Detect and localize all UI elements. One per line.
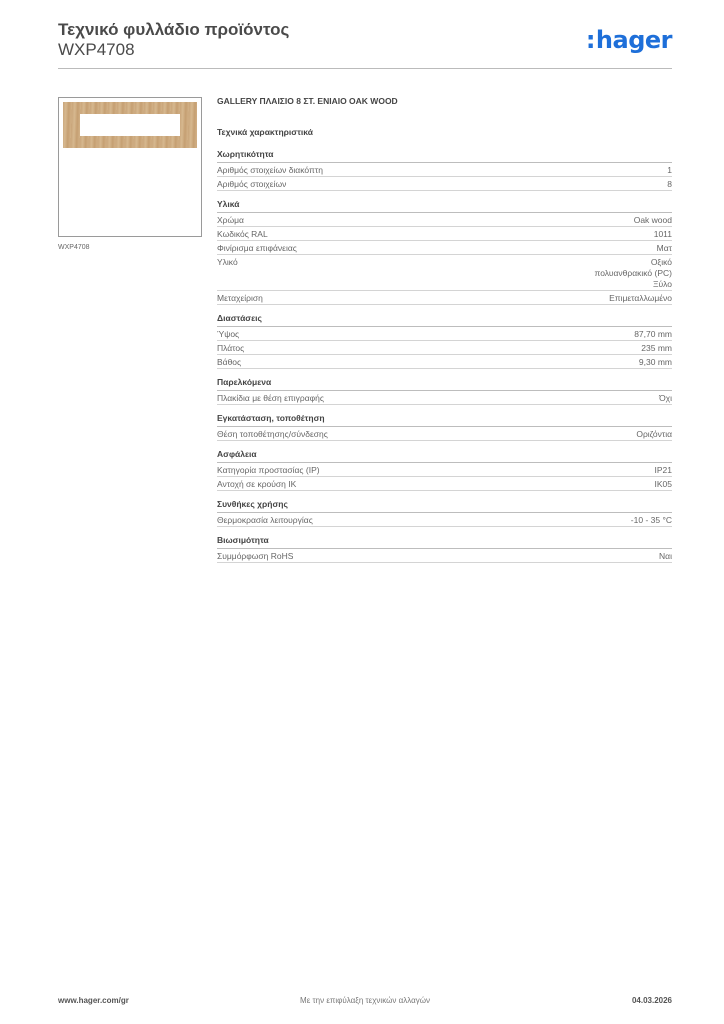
section-title: Ασφάλεια	[217, 449, 672, 463]
spec-row	[217, 213, 672, 227]
spec-row	[217, 327, 672, 341]
spec-value-line: πολυανθρακικό (PC)	[594, 268, 672, 278]
spec-row	[217, 427, 672, 441]
spec-value: 235 mm	[641, 343, 672, 353]
hager-logo: :hager	[585, 26, 672, 54]
section-title: Υλικά	[217, 199, 672, 213]
product-name: GALLERY ΠΛΑΙΣΙΟ 8 ΣΤ. ΕΝΙΑΙΟ OAK WOOD	[217, 96, 398, 106]
spec-label: Θέση τοποθέτησης/σύνδεσης	[217, 429, 328, 439]
spec-row	[217, 391, 672, 405]
spec-row	[217, 513, 672, 527]
spec-value: Oak wood	[633, 215, 672, 225]
spec-value: Επιμεταλλωμένο	[609, 293, 672, 303]
footer-url[interactable]: www.hager.com/gr	[58, 996, 129, 1005]
spec-section	[217, 313, 672, 369]
spec-row	[217, 463, 672, 477]
spec-value: IP21	[654, 465, 672, 475]
product-image	[58, 97, 202, 237]
spec-row	[217, 291, 672, 305]
spec-section	[217, 499, 672, 527]
spec-value: Όχι	[659, 393, 672, 403]
spec-value: 8	[667, 179, 672, 189]
spec-section	[217, 377, 672, 405]
spec-sections	[217, 149, 672, 563]
spec-label: Αριθμός στοιχείων	[217, 179, 287, 189]
spec-value: Οριζόντια	[636, 429, 672, 439]
spec-section	[217, 199, 672, 305]
spec-value: 1011	[653, 229, 672, 239]
spec-label: Υλικό	[217, 257, 238, 267]
spec-value-line: Ξύλο	[652, 279, 672, 289]
spec-label: Κωδικός RAL	[217, 229, 268, 239]
spec-label: Πλάτος	[217, 343, 245, 353]
spec-label: Συμμόρφωση RoHS	[217, 551, 294, 561]
footer-date: 04.03.2026	[631, 996, 672, 1005]
spec-value: Ναι	[659, 551, 672, 561]
spec-label: Φινίρισμα επιφάνειας	[217, 243, 297, 253]
spec-label: Βάθος	[217, 357, 242, 367]
spec-value: 87,70 mm	[634, 329, 672, 339]
spec-label: Αντοχή σε κρούση IK	[217, 479, 297, 489]
document-title: Τεχνικό φυλλάδιο προϊόντος	[58, 20, 290, 39]
section-title: Διαστάσεις	[217, 313, 672, 327]
spec-value: 1	[667, 165, 672, 175]
spec-row	[217, 241, 672, 255]
section-title: Χωρητικότητα	[217, 149, 672, 163]
image-caption: WXP4708	[58, 244, 90, 251]
section-title: Συνθήκες χρήσης	[217, 499, 672, 513]
spec-row	[217, 177, 672, 191]
spec-row	[217, 477, 672, 491]
spec-value: Ματ	[656, 243, 672, 253]
spec-label: Ύψος	[217, 329, 240, 339]
spec-section	[217, 413, 672, 441]
footer-note: Με την επιφύλαξη τεχνικών αλλαγών	[300, 996, 430, 1005]
spec-label: Θερμοκρασία λειτουργίας	[217, 515, 313, 525]
section-title: Εγκατάσταση, τοποθέτηση	[217, 413, 672, 427]
spec-row	[217, 341, 672, 355]
spec-value	[595, 257, 673, 290]
spec-value-line: Οξικό	[650, 257, 672, 267]
spec-section	[217, 149, 672, 191]
spec-label: Κατηγορία προστασίας (IP)	[217, 465, 320, 475]
spec-row	[217, 355, 672, 369]
spec-value: IK05	[654, 479, 672, 489]
spec-label: Μεταχείριση	[217, 293, 263, 303]
spec-value: -10 - 35 °C	[630, 515, 672, 525]
spec-value: 9,30 mm	[638, 357, 672, 367]
spec-row	[217, 549, 672, 563]
spec-label: Χρώμα	[217, 215, 244, 225]
page-footer	[58, 996, 672, 1010]
spec-content	[217, 96, 672, 563]
spec-row	[217, 227, 672, 241]
spec-section	[217, 449, 672, 491]
product-code: WXP4708	[58, 40, 135, 59]
frame-opening	[80, 114, 180, 136]
section-title: Βιωσιμότητα	[217, 535, 672, 549]
header-divider	[58, 68, 672, 69]
spec-section	[217, 535, 672, 563]
spec-label: Πλακίδια με θέση επιγραφής	[217, 393, 324, 403]
technical-features-heading: Τεχνικά χαρακτηριστικά	[217, 127, 313, 137]
page-header	[58, 20, 672, 60]
section-title: Παρελκόμενα	[217, 377, 672, 391]
spec-row	[217, 163, 672, 177]
spec-label: Αριθμός στοιχείων διακόπτη	[217, 165, 323, 175]
spec-row	[217, 255, 672, 291]
oak-frame-picture	[63, 102, 197, 148]
